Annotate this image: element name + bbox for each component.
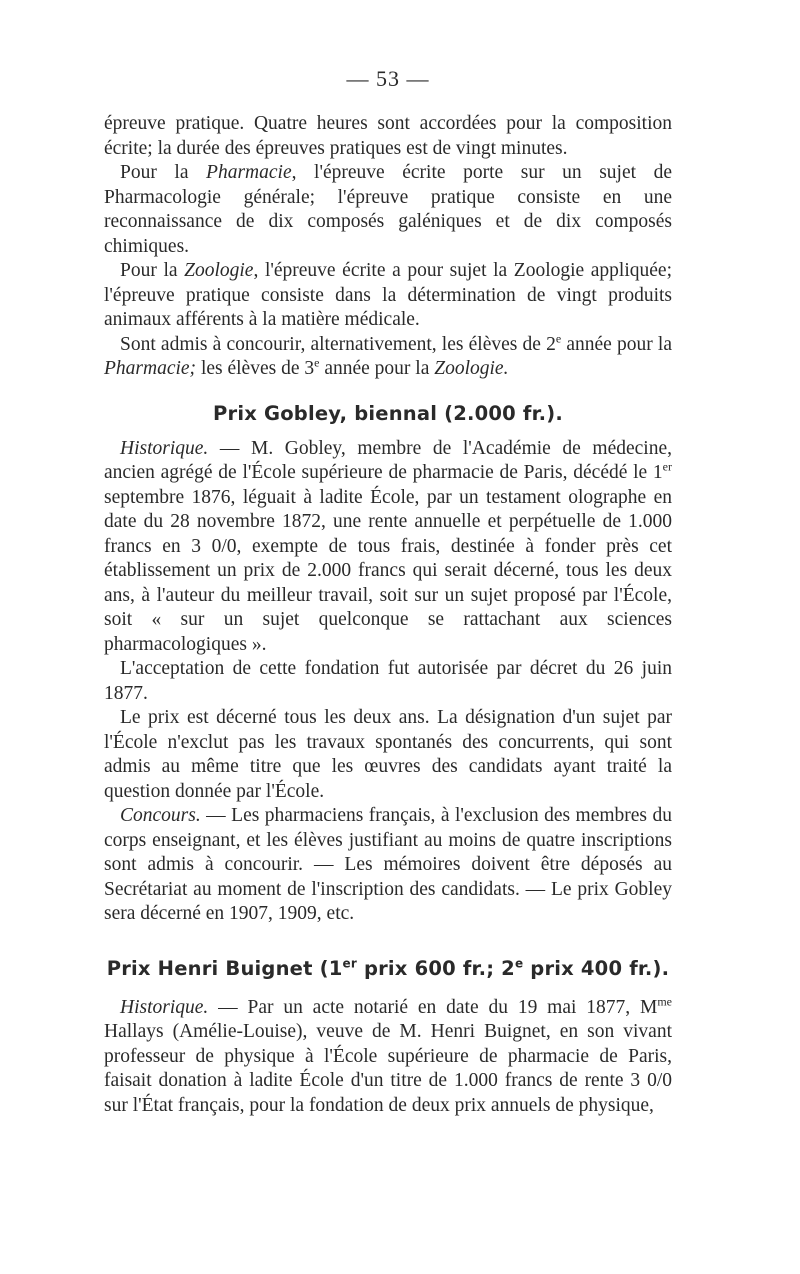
text-run: Pour la	[120, 162, 207, 183]
text-run: — M. Gobley, membre de l'Académie de médecine, ancien agrégé de l'École supérieure de pharmacie de Paris, décédé le 1	[104, 437, 672, 483]
intro-paragraph-2	[104, 161, 672, 259]
intro-paragraph-1: épreuve pratique. Quatre heures sont accordées pour la composition écrite; la durée des épreuves pratiques est de vingt minutes.	[104, 113, 672, 159]
superscript: er	[342, 956, 357, 970]
text-run: septembre 1876, léguait à ladite École, par un testament olographe en date du 28 novembre 1872, une rente annuelle et perpétuelle de 1.000 francs en 3 0/0, exempte de tous frais, destinée à fonder près cet établissement un prix de 2.000 francs qui serait décerné, tous les deux ans, à l'auteur du meilleur travail, soit sur un sujet proposé par l'École, soit « sur un sujet quelconque se rattachant aux sciences pharmacologiques ».	[104, 486, 672, 655]
superscript: e	[514, 956, 524, 970]
text-run: Sont admis à concourir, alternativement, les élèves de 2	[120, 333, 556, 355]
label-historique: Historique.	[120, 437, 209, 459]
italic-term-pharmacie: Pharmacie	[206, 162, 292, 183]
italic-term-zoologie: Zoologie.	[434, 358, 509, 379]
section-heading-buignet	[104, 957, 672, 980]
text-run: , l'épreuve écrite a pour sujet la Zoologie appliquée; l'épreuve pratique consiste dans la détermination de vingt produits animaux afférents à la matière médicale.	[104, 260, 672, 330]
text-run: année pour la	[319, 358, 435, 379]
superscript: me	[657, 994, 672, 1008]
gobley-paragraph-4	[104, 804, 672, 927]
text-run: , l'épreuve écrite porte sur un sujet de Pharmacologie générale; l'épreuve pratique consiste en une reconnaissance de dix composés galéniques et de dix composés chimiques.	[104, 162, 672, 257]
text-run: — Par un acte notarié en date du 19 mai 1877, M	[208, 996, 658, 1018]
text-run: Pour la	[120, 260, 185, 281]
label-historique: Historique.	[120, 996, 209, 1018]
superscript: e	[555, 331, 562, 345]
buignet-paragraph-1	[104, 996, 672, 1119]
text-run: Hallays (Amélie-Louise), veuve de M. Henri Buignet, en son vivant professeur de physique à l'École supérieure de pharmacie de Paris, faisait donation à ladite École d'un titre de 1.000 francs de rente 3 0/0 sur l'État français, pour la fondation de deux prix annuels de physique,	[104, 1021, 672, 1116]
intro-paragraph-3	[104, 259, 672, 333]
italic-term-zoologie: Zoologie	[184, 260, 254, 281]
heading-run: Prix Henri Buignet (1	[106, 956, 343, 980]
document-page	[104, 66, 672, 1118]
gobley-paragraph-3: Le prix est décerné tous les deux ans. La désignation d'un sujet par l'École n'exclut pas les travaux spontanés des concurrents, qui sont admis au même titre que les œuvres des candidats ayant traité la question donnée par l'École.	[104, 707, 672, 802]
text-run: les élèves de 3	[196, 358, 315, 379]
heading-run: prix 600 fr.; 2	[356, 956, 515, 980]
superscript: er	[662, 459, 672, 474]
text-run: année pour la	[561, 333, 672, 355]
section-heading-gobley: Prix Gobley, biennal (2.000 fr.).	[213, 401, 563, 425]
page-number: — 53 —	[346, 66, 430, 91]
intro-paragraph-4	[104, 333, 672, 382]
label-concours: Concours.	[120, 805, 201, 826]
text-run: — Les pharmaciens français, à l'exclusion des membres du corps enseignant, et les élèves justifiant au moins de quatre inscriptions sont admis à concourir. — Les mémoires doivent être déposés au Secrétariat au moment de l'inscription des candidats. — Le prix Gobley sera décerné en 1907, 1909, etc.	[104, 805, 672, 924]
superscript: e	[314, 355, 320, 370]
heading-run: prix 400 fr.).	[523, 956, 670, 980]
italic-term-pharmacie: Pharmacie;	[104, 358, 197, 379]
gobley-paragraph-1	[104, 437, 672, 658]
gobley-paragraph-2: L'acceptation de cette fondation fut autorisée par décret du 26 juin 1877.	[104, 658, 672, 704]
